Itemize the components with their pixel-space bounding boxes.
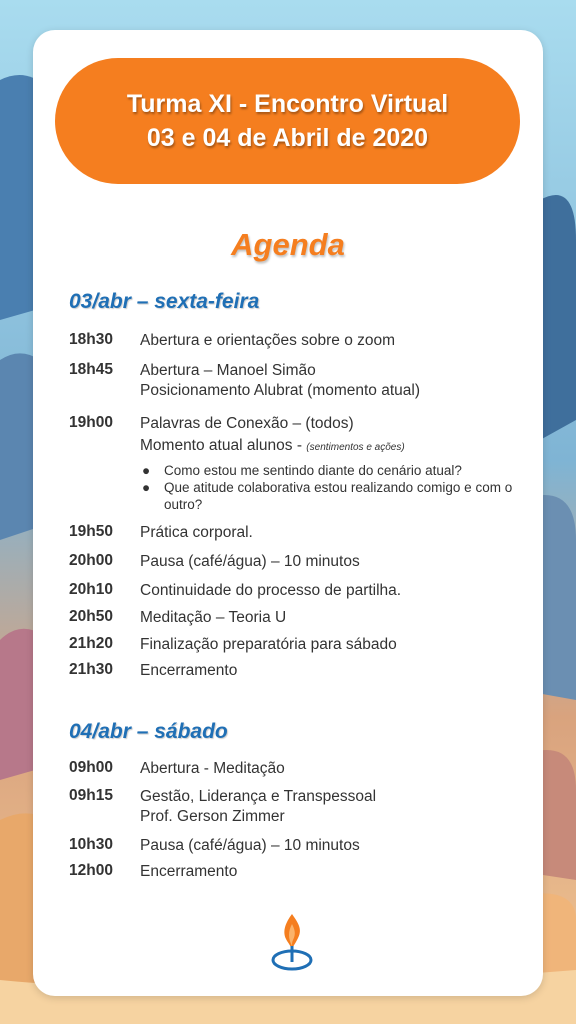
flame-logo-icon: [269, 910, 315, 972]
row-text: Finalização preparatória para sábado: [140, 636, 397, 653]
row-text-2: Posicionamento Alubrat (momento atual): [140, 382, 421, 399]
row-text: Abertura – Manoel Simão: [140, 362, 316, 379]
row-time: 20h00: [69, 552, 113, 569]
row-time: 18h45: [69, 361, 113, 378]
row-time: 21h20: [69, 635, 113, 652]
row-text: Pausa (café/água) – 10 minutos: [140, 553, 360, 570]
row-time: 09h00: [69, 759, 113, 776]
row-text-2: Momento atual alunos -: [140, 437, 302, 454]
row-text: Pausa (café/água) – 10 minutos: [140, 837, 360, 854]
row-time: 12h00: [69, 862, 113, 879]
row-time: 21h30: [69, 661, 113, 678]
header-line-2: 03 e 04 de Abril de 2020: [146, 124, 429, 152]
row-text: Prática corporal.: [140, 524, 253, 541]
row-time: 19h00: [69, 414, 113, 431]
bullet-list: [140, 462, 523, 513]
row-text: Continuidade do processo de partilha.: [140, 582, 402, 599]
row-text: Gestão, Liderança e Transpessoal: [140, 788, 377, 805]
bullet-dot-icon: ●: [142, 480, 151, 495]
row-note: (sentimentos e ações): [306, 442, 405, 453]
day1-title: 03/abr – sexta-feira: [69, 290, 260, 313]
row-text: Encerramento: [140, 662, 238, 679]
header-banner: [55, 58, 520, 184]
bullet-item: ● Que atitude colaborativa estou realizando comigo e com o outro?: [142, 480, 513, 512]
row-text-2: Prof. Gerson Zimmer: [140, 808, 285, 825]
row-time: 19h50: [69, 523, 113, 540]
row-time: 20h50: [69, 608, 113, 625]
day2-title: 04/abr – sábado: [69, 720, 228, 743]
header-line-1: Turma XI - Encontro Virtual: [126, 90, 449, 118]
row-text: Abertura - Meditação: [140, 760, 285, 777]
agenda-card: [33, 30, 543, 996]
row-text: Abertura e orientações sobre o zoom: [140, 332, 396, 349]
bullet-dot-icon: ●: [142, 463, 151, 478]
row-text: Meditação – Teoria U: [140, 609, 287, 626]
bullet-item: ● Como estou me sentindo diante do cenário atual?: [142, 463, 462, 478]
agenda-title: Agenda: [231, 227, 345, 262]
row-time: 20h10: [69, 581, 113, 598]
row-time: 18h30: [69, 331, 113, 348]
row-time: 10h30: [69, 836, 113, 853]
row-time: 09h15: [69, 787, 113, 804]
row-text: Encerramento: [140, 863, 238, 880]
row-text: Palavras de Conexão – (todos): [140, 415, 354, 432]
